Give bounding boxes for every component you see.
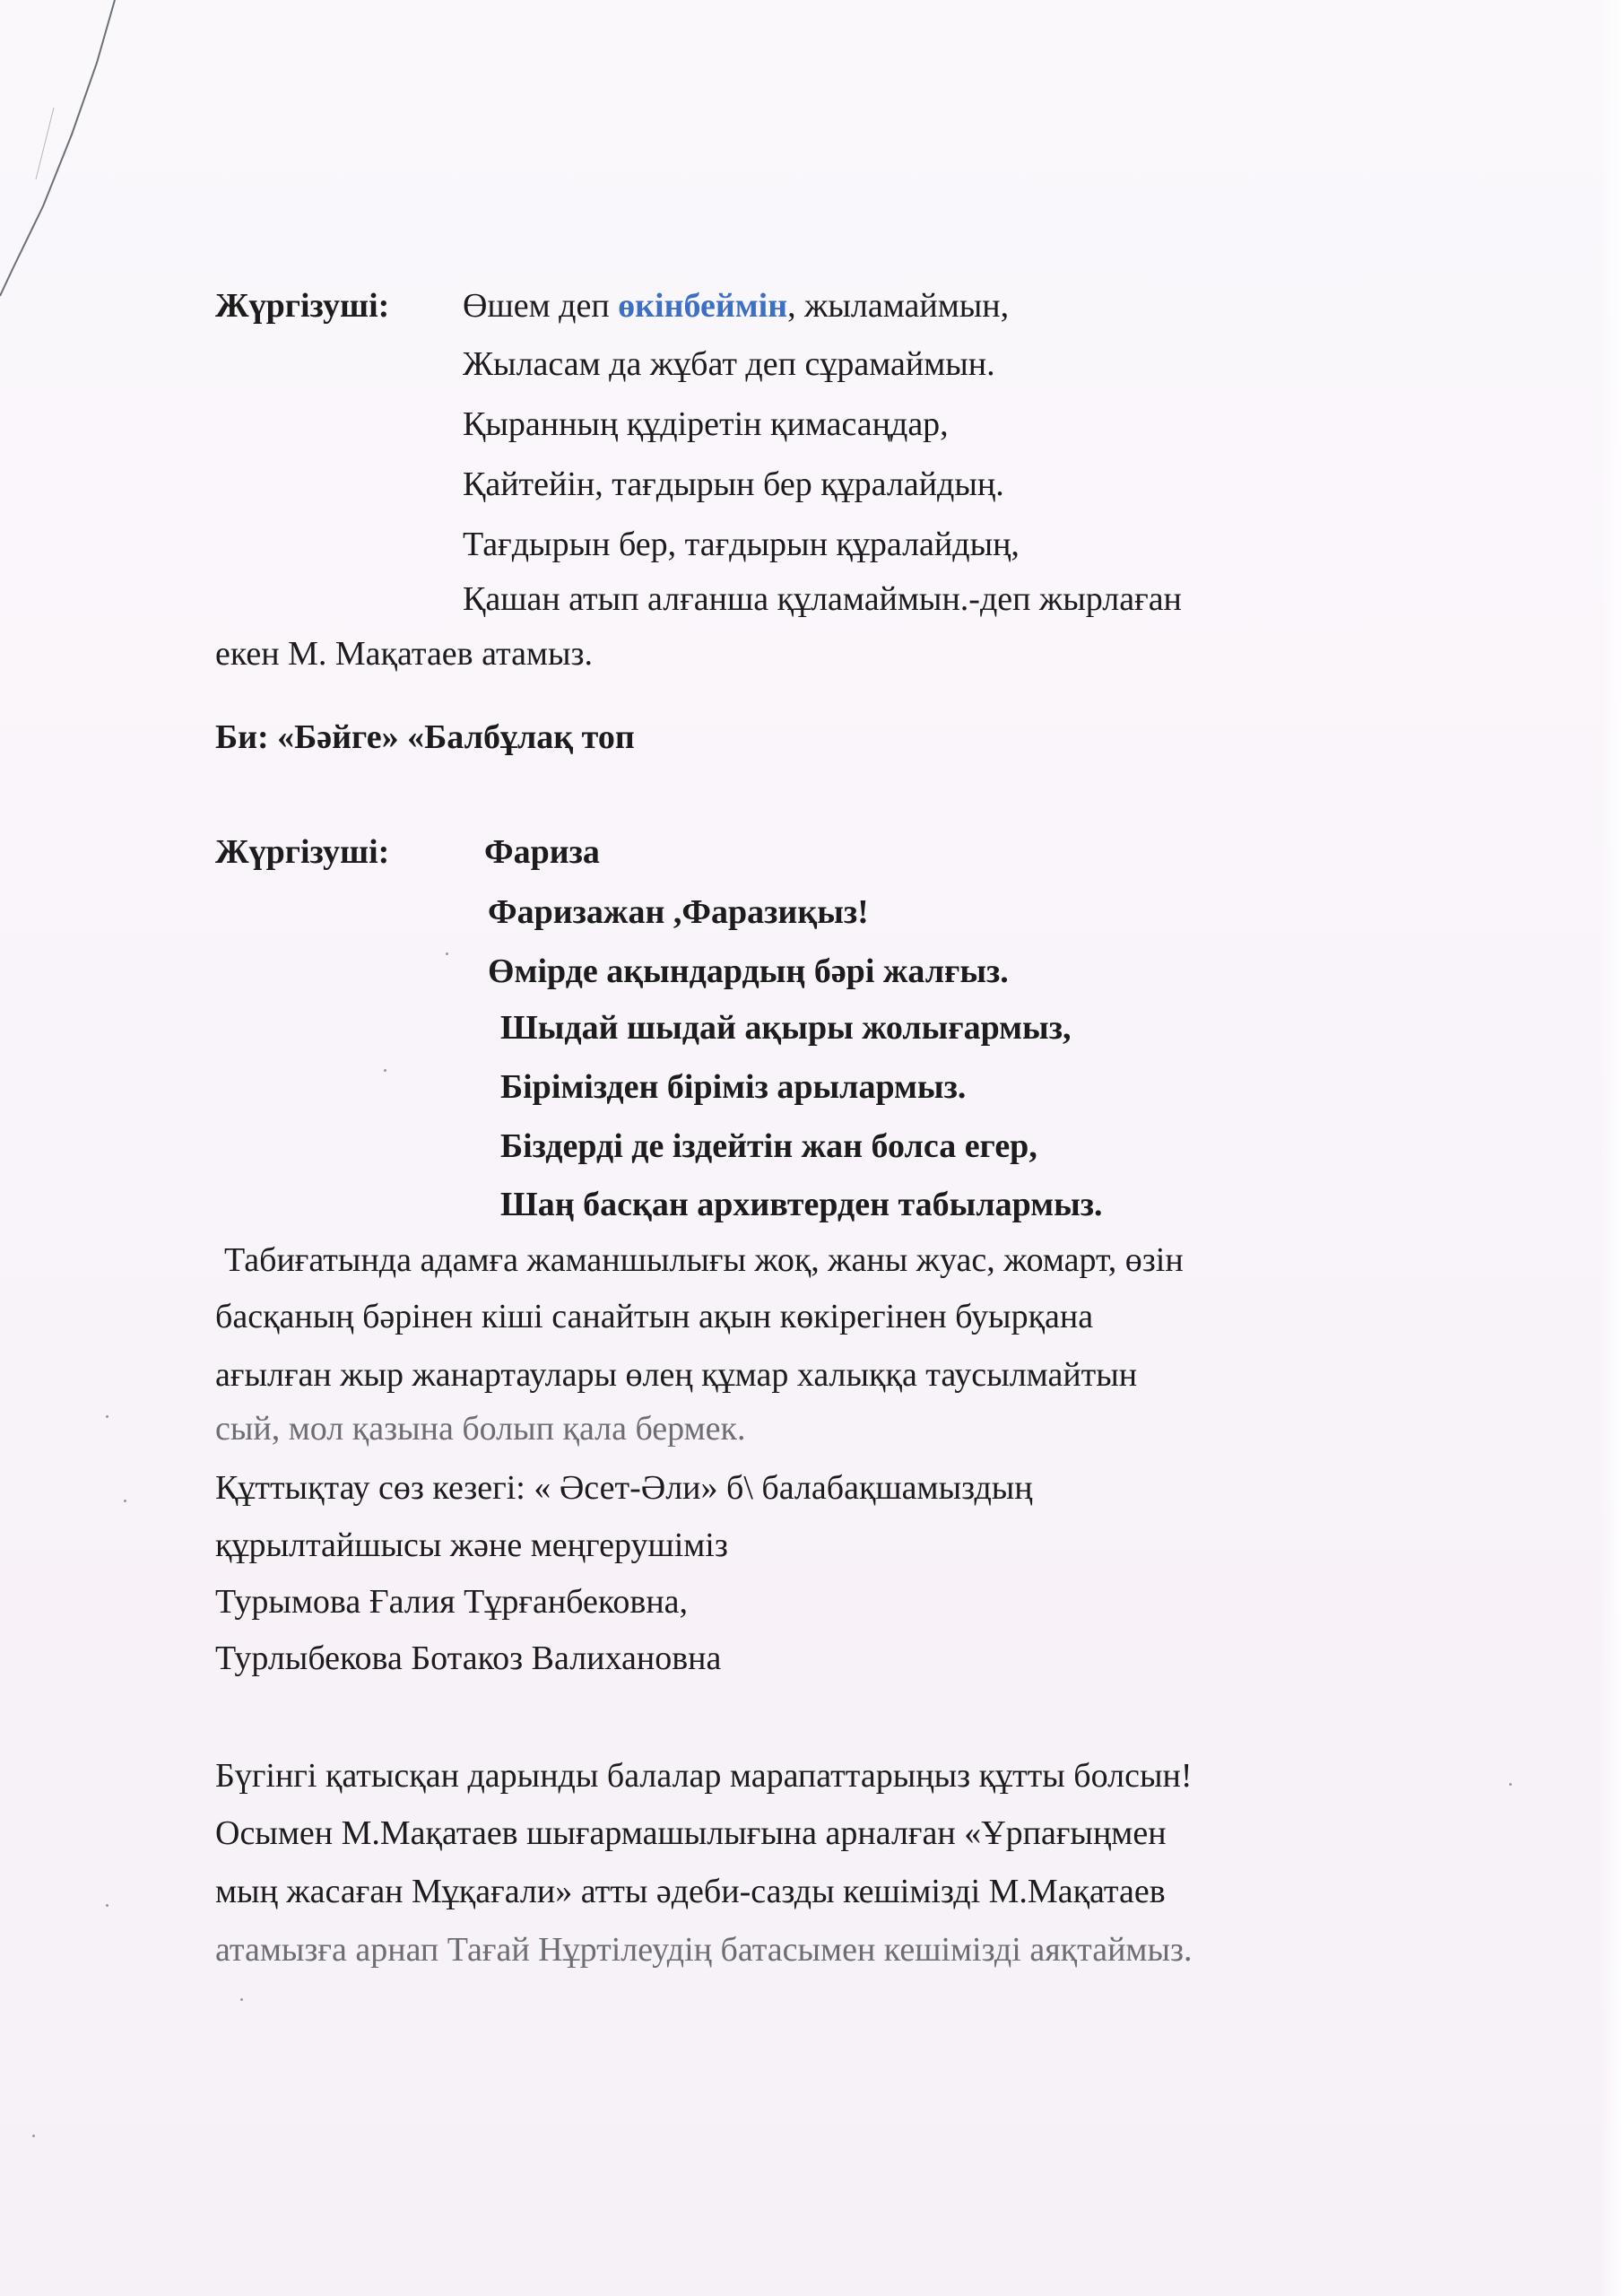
scan-speck bbox=[384, 1069, 386, 1072]
poem1-line-1-end: , жыламаймын, bbox=[787, 287, 1010, 325]
poem1-line-1-start: Өшем деп bbox=[463, 287, 619, 325]
poem2-line-7: Шаң басқан архивтерден табылармыз. bbox=[500, 1186, 1103, 1223]
poem1-line-2: Жыласам да жұбат деп сұрамаймын. bbox=[463, 345, 995, 383]
poem2-line-1: Фариза bbox=[484, 833, 600, 871]
prose-line-2: басқаның бәрінен кіші санайтын ақын көкірегінен буырқана bbox=[215, 1298, 1094, 1335]
poem1-line-6: Қашан атып алғанша құламаймын.-деп жырлаған bbox=[463, 580, 1182, 618]
prose-line-1: Табиғатында адамға жаманшылығы жоқ, жаны жуас, жомарт, өзін bbox=[224, 1241, 1184, 1279]
poem2-line-5: Бірімізден біріміз арылармыз. bbox=[500, 1068, 967, 1106]
dance-announcement: Би: «Бәйге» «Балбұлақ топ bbox=[215, 718, 635, 756]
poem1-line-7: екен М. Мақатаев атамыз. bbox=[215, 635, 594, 673]
greeting-line-2: құрылтайшысы және меңгерушіміз bbox=[215, 1526, 728, 1564]
greeting-line-4: Турлыбекова Ботакоз Валихановна bbox=[215, 1639, 722, 1677]
closing-line-4: атамызға арнап Тағай Нұртілеудің батасымен кешімізді аяқтаймыз. bbox=[215, 1931, 1193, 1969]
scan-speck bbox=[1509, 1783, 1512, 1786]
prose-line-4: сый, мол қазына болып қала бермек. bbox=[215, 1410, 746, 1448]
scan-speck bbox=[240, 1998, 243, 2001]
scan-speck bbox=[106, 1904, 108, 1907]
scan-speck bbox=[32, 2135, 35, 2137]
scan-speck bbox=[106, 1415, 108, 1418]
scan-speck bbox=[124, 1500, 126, 1502]
closing-line-2: Осымен М.Мақатаев шығармашылығына арналған «Ұрпағыңмен bbox=[215, 1814, 1167, 1852]
poem1-line-3: Қыранның құдіретін қимасаңдар, bbox=[463, 405, 949, 443]
speaker-label-2: Жүргізуші: bbox=[215, 833, 390, 871]
poem2-line-4: Шыдай шыдай ақыры жолығармыз, bbox=[500, 1009, 1072, 1047]
closing-line-3: мың жасаған Мұқағали» атты әдеби-сазды кешімізді М.Мақатаев bbox=[215, 1873, 1166, 1910]
speaker-label-1: Жүргізуші: bbox=[215, 287, 390, 325]
page-fold-mark bbox=[0, 0, 126, 323]
poem1-line-1 bbox=[463, 285, 1009, 326]
poem1-line-5: Тағдырын бер, тағдырын құралайдың, bbox=[463, 526, 1020, 563]
greeting-line-3: Турымова Ғалия Тұрғанбековна, bbox=[215, 1583, 689, 1621]
scan-edge bbox=[1600, 0, 1623, 2296]
poem2-line-3: Өмірде ақындардың бәрі жалғыз. bbox=[488, 952, 1009, 990]
poem1-line-4: Қайтейін, тағдырын бер құралайдың. bbox=[463, 465, 1004, 503]
scan-speck bbox=[446, 952, 448, 955]
poem2-line-6: Біздерді де іздейтін жан болса егер, bbox=[500, 1127, 1037, 1165]
poem1-highlight-word: өкінбеймін bbox=[618, 287, 788, 325]
poem2-line-2: Фаризажан ,Фаразиқыз! bbox=[488, 893, 869, 931]
closing-line-1: Бүгінгі қатысқан дарынды балалар марапаттарыңыз құтты болсын! bbox=[215, 1757, 1193, 1795]
greeting-line-1: Құттықтау сөз кезегі: « Әсет-Әли» б\ балабақшамыздың bbox=[215, 1469, 1033, 1507]
prose-line-3: ағылған жыр жанартаулары өлең құмар халыққа таусылмайтын bbox=[215, 1356, 1138, 1394]
